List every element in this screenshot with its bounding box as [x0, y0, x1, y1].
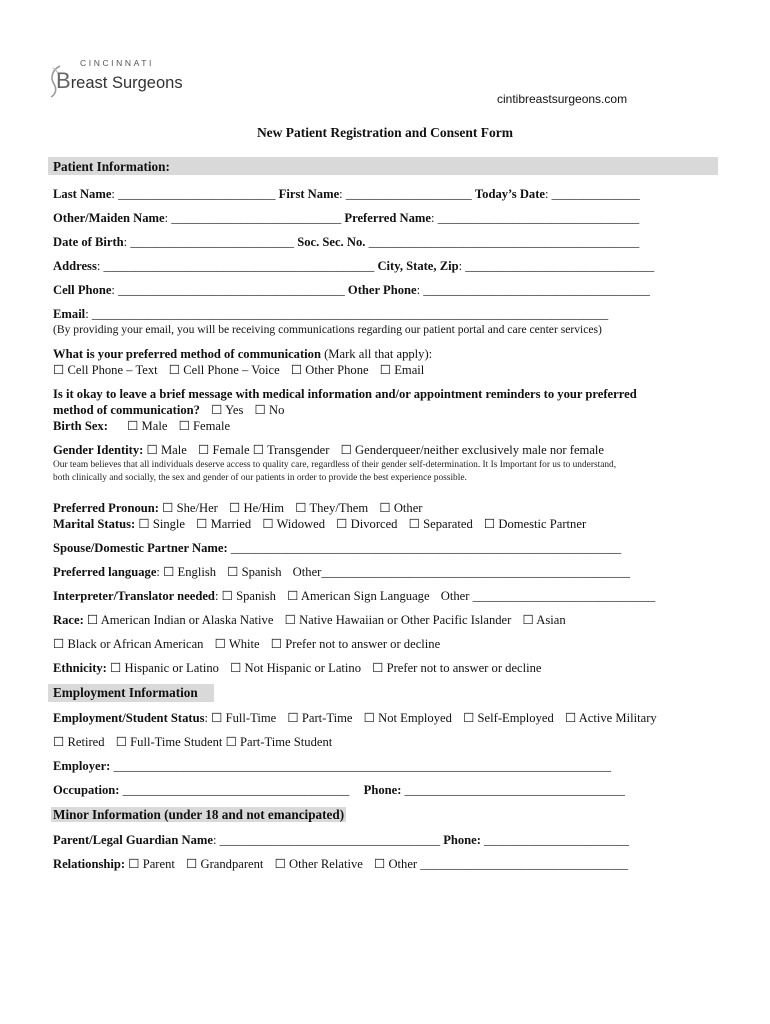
interpreter-spanish-checkbox[interactable]: ☐ Spanish: [221, 589, 276, 603]
section-heading-employment: Employment Information: [53, 685, 198, 700]
city-state-zip-label: City, State, Zip: [377, 259, 459, 273]
first-name-label: First Name: [278, 187, 340, 201]
ethnicity-not-hispanic-checkbox[interactable]: ☐ Not Hispanic or Latino: [230, 661, 361, 675]
language-label: Preferred language: [53, 565, 157, 579]
employment-full-time-checkbox[interactable]: ☐ Full-Time: [211, 711, 277, 725]
language-row: Preferred language: ☐ English ☐ Spanish Other_________________________________________________: [53, 565, 630, 579]
employment-status-label: Employment/Student Status: [53, 711, 205, 725]
relationship-other-field[interactable]: _________________________________: [420, 857, 629, 871]
message-question-line2: method of communication? ☐ Yes ☐ No: [53, 403, 285, 417]
last-name-label: Last Name: [53, 187, 112, 201]
gender-identity-label: Gender Identity:: [53, 443, 144, 457]
gender-male-checkbox[interactable]: ☐ Male: [146, 443, 187, 457]
employment-part-time-checkbox[interactable]: ☐ Part-Time: [287, 711, 353, 725]
gender-transgender-checkbox[interactable]: ☐ Transgender: [252, 443, 330, 457]
logo-city: CINCINNATI: [80, 58, 155, 68]
interpreter-label: Interpreter/Translator needed: [53, 589, 215, 603]
employment-part-time-student-checkbox[interactable]: ☐ Part-Time Student: [225, 735, 333, 749]
relationship-parent-checkbox[interactable]: ☐ Parent: [128, 857, 175, 871]
practice-logo: [48, 58, 183, 102]
race-row-2: [53, 636, 440, 652]
relationship-other-relative-checkbox[interactable]: ☐ Other Relative: [274, 857, 363, 871]
race-asian-checkbox[interactable]: ☐ Asian: [522, 613, 566, 627]
comm-other-phone-checkbox[interactable]: ☐ Other Phone: [290, 363, 369, 377]
ssn-field[interactable]: ___________________________________________: [368, 235, 640, 249]
message-yes-checkbox[interactable]: ☐ Yes: [211, 403, 244, 417]
dob-label: Date of Birth: [53, 235, 124, 249]
race-label: Race:: [53, 613, 84, 627]
employment-self-employed-checkbox[interactable]: ☐ Self-Employed: [463, 711, 554, 725]
ethnicity-decline-checkbox[interactable]: ☐ Prefer not to answer or decline: [372, 661, 542, 675]
form-title: New Patient Registration and Consent Form: [256, 125, 514, 140]
language-spanish-checkbox[interactable]: ☐ Spanish: [227, 565, 282, 579]
marital-divorced-checkbox[interactable]: ☐ Divorced: [336, 517, 398, 531]
email-note: (By providing your email, you will be receiving communications regarding our patient portal and care center services): [53, 323, 602, 336]
spouse-label: Spouse/Domestic Partner Name:: [53, 541, 228, 555]
birth-sex-label: Birth Sex:: [53, 419, 108, 433]
gender-note-line2: both clinically and socially, the sex and gender of our patients in order to provide the best experience possible.: [53, 473, 467, 483]
dob-field[interactable]: __________________________: [130, 235, 295, 249]
pronoun-other-checkbox[interactable]: ☐ Other: [379, 501, 423, 515]
phone-row: Cell Phone: ____________________________________ Other Phone: ____________________________________: [53, 283, 650, 297]
address-field[interactable]: ___________________________________________: [103, 259, 375, 273]
preferred-name-field[interactable]: ________________________________: [437, 211, 640, 225]
pronoun-they-checkbox[interactable]: ☐ They/Them: [295, 501, 369, 515]
employer-row: [53, 758, 611, 774]
cell-phone-label: Cell Phone: [53, 283, 112, 297]
dob-row: Date of Birth: __________________________ Soc. Sec. No. ___________________________________________: [53, 235, 640, 249]
maiden-name-label: Other/Maiden Name: [53, 211, 165, 225]
address-row: Address: ___________________________________________ City, State, Zip: ______________________________: [53, 259, 655, 273]
race-row-1: [53, 612, 566, 628]
message-question-line1: Is it okay to leave a brief message with medical information and/or appointment reminders to your preferred: [53, 387, 637, 401]
employer-label: Employer:: [53, 759, 111, 773]
ethnicity-hispanic-checkbox[interactable]: ☐ Hispanic or Latino: [110, 661, 219, 675]
pronoun-row: [53, 500, 423, 516]
city-state-zip-field[interactable]: ______________________________: [465, 259, 655, 273]
comm-options: [53, 362, 424, 378]
employment-not-employed-checkbox[interactable]: ☐ Not Employed: [363, 711, 452, 725]
comm-question: What is your preferred method of communication (Mark all that apply):: [53, 347, 433, 361]
email-label: Email: [53, 307, 86, 321]
race-american-indian-checkbox[interactable]: ☐ American Indian or Alaska Native: [86, 613, 274, 627]
relationship-row: [53, 856, 628, 872]
language-english-checkbox[interactable]: ☐ English: [163, 565, 217, 579]
ethnicity-row: [53, 660, 542, 676]
email-row: Email: __________________________________________________________________________________: [53, 307, 609, 321]
occupation-label: Occupation:: [53, 783, 120, 797]
last-name-field[interactable]: _________________________: [118, 187, 276, 201]
relationship-grandparent-checkbox[interactable]: ☐ Grandparent: [186, 857, 264, 871]
pronoun-label: Preferred Pronoun:: [53, 501, 159, 515]
logo-name: Breast Surgeons: [56, 68, 183, 93]
todays-date-label: Today’s Date: [474, 187, 545, 201]
ssn-label: Soc. Sec. No.: [297, 235, 366, 249]
spouse-field[interactable]: ______________________________________________________________: [230, 541, 622, 555]
comm-text-checkbox[interactable]: ☐ Cell Phone – Text: [53, 363, 158, 377]
other-phone-field[interactable]: ____________________________________: [423, 283, 650, 297]
message-no-checkbox[interactable]: ☐ No: [254, 403, 285, 417]
todays-date-field[interactable]: ______________: [551, 187, 640, 201]
preferred-name-label: Preferred Name: [344, 211, 432, 225]
pronoun-he-checkbox[interactable]: ☐ He/Him: [229, 501, 285, 515]
maiden-name-field[interactable]: ___________________________: [171, 211, 342, 225]
marital-row: [53, 516, 586, 532]
name-row: Last Name: _________________________ First Name: ____________________ Today’s Date: ______________: [53, 187, 640, 201]
website-text: cintibreastsurgeons.com: [497, 92, 628, 106]
first-name-field[interactable]: ____________________: [345, 187, 472, 201]
ethnicity-label: Ethnicity:: [53, 661, 107, 675]
race-white-checkbox[interactable]: ☐ White: [214, 637, 260, 651]
address-label: Address: [53, 259, 97, 273]
cell-phone-field[interactable]: ____________________________________: [118, 283, 345, 297]
section-heading-minor: Minor Information (under 18 and not emancipated): [53, 807, 345, 822]
gender-note-line1: Our team believes that all individuals deserve access to quality care, regardless of their gender self-determination. It Is Important for us to understand,: [53, 460, 617, 470]
guardian-field[interactable]: ___________________________________: [219, 833, 441, 847]
marital-separated-checkbox[interactable]: ☐ Separated: [408, 517, 473, 531]
maiden-row: Other/Maiden Name: ___________________________ Preferred Name: ________________________________: [53, 211, 640, 225]
employment-retired-checkbox[interactable]: ☐ Retired: [53, 735, 105, 749]
marital-domestic-partner-checkbox[interactable]: ☐ Domestic Partner: [483, 517, 587, 531]
employment-active-military-checkbox[interactable]: ☐ Active Military: [564, 711, 657, 725]
race-black-checkbox[interactable]: ☐ Black or African American: [53, 637, 204, 651]
employment-status-row-1: Employment/Student Status: ☐ Full-Time ☐ Part-Time ☐ Not Employed ☐ Self-Employed ☐ Active Military: [53, 711, 657, 725]
guardian-row: Parent/Legal Guardian Name: ___________________________________ Phone: _______________________: [53, 833, 629, 847]
employment-full-time-student-checkbox[interactable]: ☐ Full-Time Student: [115, 735, 223, 749]
guardian-label: Parent/Legal Guardian Name: [53, 833, 213, 847]
guardian-phone-label: Phone:: [443, 833, 481, 847]
gender-row: [53, 442, 604, 458]
interpreter-other-field[interactable]: _____________________________: [472, 589, 656, 603]
interpreter-asl-checkbox[interactable]: ☐ American Sign Language: [287, 589, 430, 603]
email-field[interactable]: __________________________________________________________________________________: [91, 307, 609, 321]
gender-female-checkbox[interactable]: ☐ Female: [198, 443, 250, 457]
occupation-row: [53, 782, 625, 798]
relationship-other-checkbox[interactable]: ☐ Other: [374, 857, 418, 871]
marital-widowed-checkbox[interactable]: ☐ Widowed: [262, 517, 326, 531]
birth-sex-female-checkbox[interactable]: ☐ Female: [178, 419, 231, 433]
occupation-field[interactable]: ____________________________________: [122, 783, 350, 797]
pronoun-she-checkbox[interactable]: ☐ She/Her: [162, 501, 218, 515]
marital-label: Marital Status:: [53, 517, 136, 531]
language-other-field[interactable]: _________________________________________________: [321, 565, 630, 579]
comm-voice-checkbox[interactable]: ☐ Cell Phone – Voice: [168, 363, 280, 377]
relationship-label: Relationship:: [53, 857, 126, 871]
race-native-hawaiian-checkbox[interactable]: ☐ Native Hawaiian or Other Pacific Islander: [284, 613, 512, 627]
other-phone-label: Other Phone: [347, 283, 417, 297]
employment-phone-field[interactable]: ___________________________________: [404, 783, 625, 797]
race-decline-checkbox[interactable]: ☐ Prefer not to answer or decline: [270, 637, 441, 651]
section-heading-patient: Patient Information:: [53, 159, 170, 174]
spouse-row: [53, 540, 621, 556]
employment-status-row-2: [53, 734, 332, 750]
guardian-phone-field[interactable]: _______________________: [484, 833, 629, 847]
employment-phone-label: Phone:: [363, 783, 402, 797]
marital-single-checkbox[interactable]: ☐ Single: [138, 517, 185, 531]
marital-married-checkbox[interactable]: ☐ Married: [196, 517, 252, 531]
birth-sex-row: [53, 418, 230, 434]
employer-field[interactable]: _______________________________________________________________________________: [113, 759, 611, 773]
birth-sex-male-checkbox[interactable]: ☐ Male: [127, 419, 168, 433]
gender-genderqueer-checkbox[interactable]: ☐ Genderqueer/neither exclusively male nor female: [340, 443, 605, 457]
comm-email-checkbox[interactable]: ☐ Email: [379, 363, 425, 377]
interpreter-row: Interpreter/Translator needed: ☐ Spanish ☐ American Sign Language Other _____________________________: [53, 589, 656, 603]
